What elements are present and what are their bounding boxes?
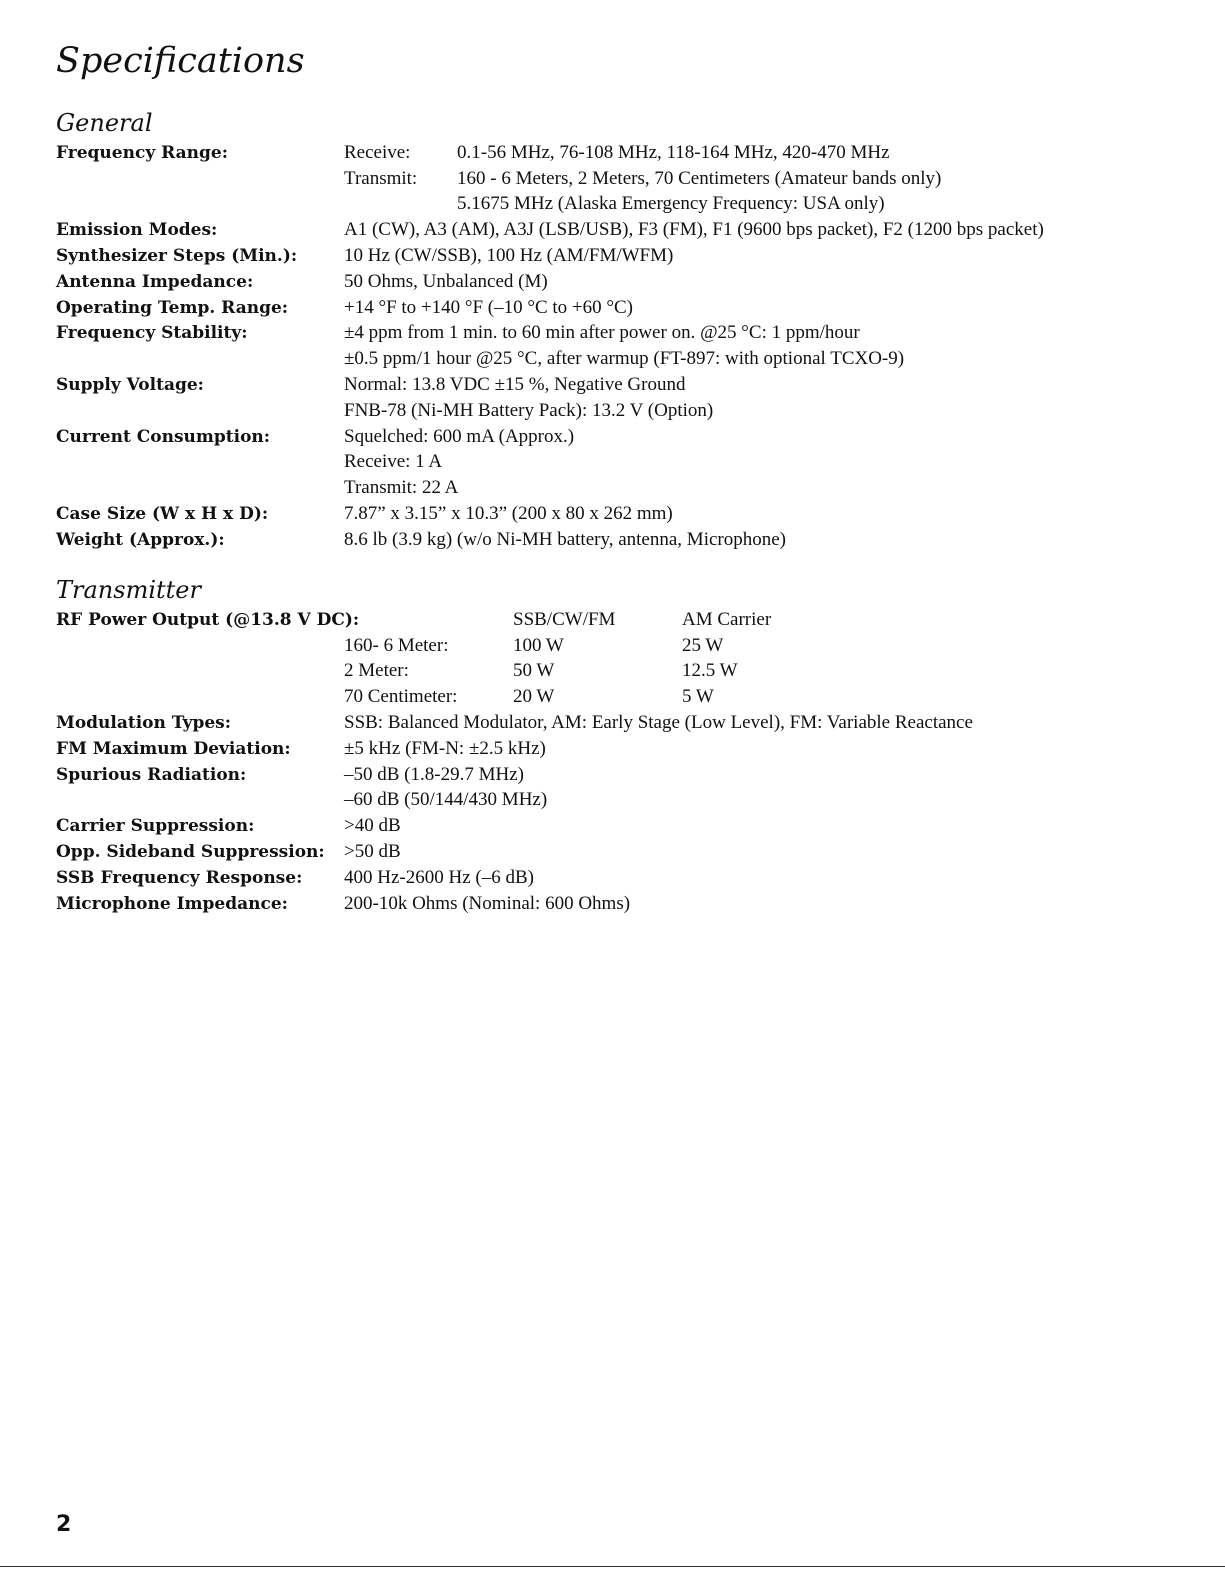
spec-label: Opp. Sideband Suppression: <box>56 842 325 863</box>
spec-label: Microphone Impedance: <box>56 893 288 914</box>
spec-value: FNB-78 (Ni-MH Battery Pack): 13.2 V (Option) <box>344 399 714 421</box>
spec-value: 10 Hz (CW/SSB), 100 Hz (AM/FM/WFM) <box>344 245 674 267</box>
spec-label: Weight (Approx.): <box>56 529 225 550</box>
spec-value: 400 Hz-2600 Hz (–6 dB) <box>344 866 534 888</box>
spec-label: Antenna Impedance: <box>56 271 254 292</box>
spec-row-carrier-suppression <box>56 813 1176 839</box>
rf-band: 2 Meter: <box>344 660 409 682</box>
spec-label: Case Size (W x H x D): <box>56 504 269 525</box>
spec-row-modulation-types <box>56 710 1176 736</box>
spec-row-spurious-radiation-2 <box>56 788 1176 814</box>
spec-label: Modulation Types: <box>56 713 232 734</box>
spec-value: Transmit: 22 A <box>344 477 459 499</box>
section-heading-transmitter: Transmitter <box>56 576 201 604</box>
spec-label: Spurious Radiation: <box>56 764 247 785</box>
rf-col-header-ssb: SSB/CW/FM <box>513 608 616 630</box>
spec-row-rf-power-output <box>56 607 1176 633</box>
spec-value: ±0.5 ppm/1 hour @25 °C, after warmup (FT-897: with optional TCXO-9) <box>344 348 905 370</box>
spec-row-transmit-range <box>56 166 1176 192</box>
receive-value: 0.1-56 MHz, 76-108 MHz, 118-164 MHz, 420-470 MHz <box>457 141 890 163</box>
spec-label: Current Consumption: <box>56 426 271 447</box>
spec-row-sideband-suppression <box>56 839 1176 865</box>
spec-value: Normal: 13.8 VDC ±15 %, Negative Ground <box>344 374 686 396</box>
spec-label: FM Maximum Deviation: <box>56 738 291 759</box>
spec-value: Squelched: 600 mA (Approx.) <box>344 425 575 447</box>
spec-value: >40 dB <box>344 815 401 837</box>
general-specs <box>56 140 1176 553</box>
spec-label: Supply Voltage: <box>56 375 204 396</box>
spec-label: Frequency Stability: <box>56 323 248 344</box>
spec-row-emission-modes <box>56 217 1176 243</box>
spec-row-synthesizer-steps <box>56 243 1176 269</box>
spec-value: A1 (CW), A3 (AM), A3J (LSB/USB), F3 (FM), F1 (9600 bps packet), F2 (1200 bps packet) <box>344 219 1044 241</box>
rf-am-power: 5 W <box>682 686 714 708</box>
rf-ssb-power: 50 W <box>513 660 555 682</box>
spec-value: 200-10k Ohms (Nominal: 600 Ohms) <box>344 892 631 914</box>
rf-col-header-am: AM Carrier <box>682 608 772 630</box>
spec-value: –50 dB (1.8-29.7 MHz) <box>344 763 524 785</box>
spec-row-operating-temp <box>56 295 1176 321</box>
spec-row-current-consumption-2 <box>56 450 1176 476</box>
spec-value: ±4 ppm from 1 min. to 60 min after power on. @25 °C: 1 ppm/hour <box>344 322 860 344</box>
spec-label: Emission Modes: <box>56 220 218 241</box>
spec-label: Operating Temp. Range: <box>56 297 289 318</box>
spec-value: 8.6 lb (3.9 kg) (w/o Ni-MH battery, antenna, Microphone) <box>344 528 786 550</box>
spec-row-case-size <box>56 501 1176 527</box>
spec-row-transmit-range-2 <box>56 192 1176 218</box>
spec-row-antenna-impedance <box>56 269 1176 295</box>
receive-label: Receive: <box>344 141 411 163</box>
rf-power-row <box>56 633 1176 659</box>
transmit-value: 160 - 6 Meters, 2 Meters, 70 Centimeters (Amateur bands only) <box>457 167 942 189</box>
transmitter-specs <box>56 607 1176 917</box>
rf-am-power: 12.5 W <box>682 660 738 682</box>
spec-row-microphone-impedance <box>56 891 1176 917</box>
spec-value: >50 dB <box>344 841 401 863</box>
transmit-value-2: 5.1675 MHz (Alaska Emergency Frequency: USA only) <box>457 193 885 215</box>
spec-row-fm-deviation <box>56 736 1176 762</box>
spec-row-current-consumption-3 <box>56 475 1176 501</box>
page-title: Specifications <box>56 41 305 81</box>
rf-band: 70 Centimeter: <box>344 686 458 708</box>
spec-value: 7.87” x 3.15” x 10.3” (200 x 80 x 262 mm) <box>344 503 673 525</box>
spec-label: Frequency Range: <box>56 142 228 163</box>
section-heading-general: General <box>56 109 153 137</box>
spec-label: Synthesizer Steps (Min.): <box>56 246 298 267</box>
spec-row-ssb-frequency-response <box>56 865 1176 891</box>
spec-value: ±5 kHz (FM-N: ±2.5 kHz) <box>344 737 546 759</box>
page-number: 2 <box>56 1512 72 1537</box>
spec-row-frequency-range <box>56 140 1176 166</box>
spec-row-spurious-radiation <box>56 762 1176 788</box>
rf-ssb-power: 20 W <box>513 686 555 708</box>
rf-band: 160- 6 Meter: <box>344 634 449 656</box>
spec-value: –60 dB (50/144/430 MHz) <box>344 789 548 811</box>
spec-value: Receive: 1 A <box>344 451 443 473</box>
spec-label: RF Power Output (@13.8 V DC): <box>56 609 360 630</box>
rf-power-row <box>56 684 1176 710</box>
transmit-label: Transmit: <box>344 167 418 189</box>
rf-power-row <box>56 659 1176 685</box>
spec-value: SSB: Balanced Modulator, AM: Early Stage (Low Level), FM: Variable Reactance <box>344 712 973 734</box>
spec-row-supply-voltage-2 <box>56 398 1176 424</box>
spec-row-frequency-stability-2 <box>56 346 1176 372</box>
spec-row-frequency-stability <box>56 321 1176 347</box>
spec-value: 50 Ohms, Unbalanced (M) <box>344 270 548 292</box>
spec-value: +14 °F to +140 °F (–10 °C to +60 °C) <box>344 296 633 318</box>
rf-ssb-power: 100 W <box>513 634 564 656</box>
spec-label: SSB Frequency Response: <box>56 867 303 888</box>
rf-am-power: 25 W <box>682 634 724 656</box>
spec-row-weight <box>56 527 1176 553</box>
bottom-divider <box>0 1566 1225 1567</box>
spec-label: Carrier Suppression: <box>56 816 255 837</box>
spec-row-current-consumption <box>56 424 1176 450</box>
spec-row-supply-voltage <box>56 372 1176 398</box>
